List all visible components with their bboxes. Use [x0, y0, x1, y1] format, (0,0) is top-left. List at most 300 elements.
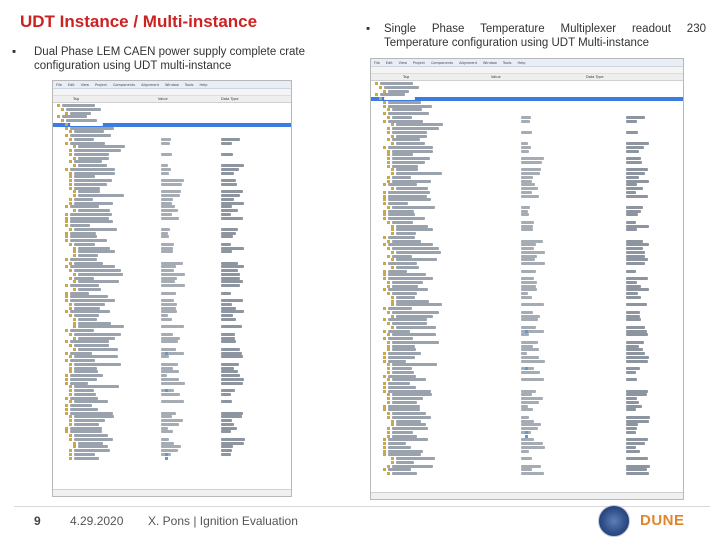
tag-name — [74, 333, 121, 336]
tag-name — [392, 311, 439, 314]
tag-value — [161, 209, 178, 212]
tag-data-type — [626, 195, 648, 198]
tag-data-type — [221, 164, 244, 167]
folder-icon — [69, 344, 72, 347]
tag-name — [70, 284, 99, 287]
tag-value — [161, 393, 180, 396]
tag-value — [161, 292, 176, 295]
tag-row[interactable] — [371, 472, 683, 476]
tag-data-type — [626, 450, 640, 453]
tag-name — [388, 405, 420, 408]
tag-data-type — [221, 202, 244, 205]
tag-value — [521, 472, 544, 475]
folder-icon — [387, 180, 390, 183]
tag-name — [74, 400, 108, 403]
tag-data-type — [626, 296, 641, 299]
folder-icon — [391, 461, 394, 464]
folder-icon — [69, 370, 72, 373]
tag-name — [392, 176, 411, 179]
folder-icon — [387, 127, 390, 130]
menu-item[interactable]: Help — [517, 60, 526, 65]
tag-name — [392, 367, 412, 370]
tag-data-type — [626, 348, 643, 351]
tag-name — [388, 120, 423, 123]
folder-icon — [65, 220, 68, 223]
tag-data-type — [626, 262, 645, 265]
folder-icon — [69, 367, 72, 370]
bullet-right-text: Single Phase Temperature Multiplexer readout 230 Temperature configuration using UDT Multi-instance — [384, 23, 706, 49]
folder-icon — [383, 442, 386, 445]
menu-item[interactable]: View — [398, 60, 407, 65]
folder-icon — [391, 135, 394, 138]
column-value: Value — [158, 97, 168, 101]
folder-icon — [69, 449, 72, 452]
tag-data-type — [626, 183, 637, 186]
tag-value — [161, 438, 169, 441]
folder-icon — [387, 363, 390, 366]
tag-value — [161, 314, 168, 317]
tag-data-type — [221, 250, 232, 253]
tag-value — [161, 427, 168, 430]
tag-data-type — [221, 382, 243, 385]
tag-data-type — [221, 307, 236, 310]
tag-name — [70, 295, 108, 298]
folder-icon — [387, 240, 390, 243]
menu-item[interactable]: Alignment — [141, 82, 160, 87]
tag-value — [521, 270, 536, 273]
tag-value — [521, 168, 541, 171]
tag-value — [161, 423, 179, 426]
folder-icon — [73, 247, 76, 250]
tag-name — [392, 465, 433, 468]
tag-value — [161, 228, 170, 231]
bullet-marker: ▪ — [12, 46, 17, 58]
tag-value — [161, 340, 178, 343]
tag-name — [74, 393, 96, 396]
folder-icon — [383, 273, 386, 276]
menu-item[interactable]: Tools — [184, 82, 194, 87]
tag-name — [78, 250, 115, 253]
folder-icon — [65, 340, 68, 343]
tag-name — [74, 175, 95, 178]
tag-name — [388, 408, 420, 411]
folder-icon — [387, 416, 390, 419]
tag-data-type — [626, 225, 649, 228]
folder-icon — [383, 408, 386, 411]
checkbox-icon — [165, 453, 168, 456]
tag-name — [70, 258, 97, 261]
tag-data-type — [626, 326, 645, 329]
tag-data-type — [626, 240, 643, 243]
folder-icon — [65, 397, 68, 400]
tag-name — [388, 90, 409, 93]
column-value: Value — [491, 75, 501, 79]
menu-item[interactable]: Components — [112, 82, 136, 87]
tag-value — [161, 307, 176, 310]
tag-name — [392, 412, 426, 415]
tag-value — [161, 247, 173, 250]
folder-icon — [57, 115, 60, 118]
tag-name — [70, 134, 111, 137]
tag-name — [74, 363, 121, 366]
tag-name — [384, 97, 415, 100]
tag-data-type — [626, 427, 637, 430]
folder-icon — [65, 408, 68, 411]
tag-data-type — [221, 348, 240, 351]
tag-value — [521, 397, 543, 400]
tag-name — [74, 344, 109, 347]
folder-icon — [383, 307, 386, 310]
tag-value — [521, 371, 540, 374]
folder-icon — [73, 273, 76, 276]
folder-icon — [73, 250, 76, 253]
tag-name — [74, 179, 112, 182]
tag-data-type — [626, 393, 647, 396]
tag-name — [70, 292, 89, 295]
tag-name — [70, 427, 102, 430]
footer-date: 4.29.2020 — [70, 514, 124, 528]
tag-name — [74, 314, 99, 317]
folder-icon — [69, 438, 72, 441]
tag-data-type — [221, 393, 231, 396]
folder-icon — [65, 213, 68, 216]
tag-data-type — [626, 285, 641, 288]
tag-name — [388, 198, 431, 201]
tag-data-type — [221, 153, 233, 156]
menu-item[interactable]: Edit — [385, 60, 393, 65]
tag-data-type — [626, 157, 641, 160]
tag-browser-header — [371, 74, 683, 81]
tag-data-type — [221, 190, 243, 193]
checkbox-icon — [165, 389, 168, 392]
tag-value — [161, 198, 173, 201]
tag-name — [392, 341, 439, 344]
tag-value — [161, 280, 175, 283]
tag-data-type — [626, 367, 640, 370]
folder-icon — [73, 348, 76, 351]
tag-value — [161, 382, 185, 385]
tag-name — [78, 280, 119, 283]
tag-name — [78, 164, 107, 167]
tag-data-type — [221, 423, 234, 426]
tag-value — [161, 213, 172, 216]
tag-name — [388, 337, 413, 340]
folder-icon — [387, 176, 390, 179]
tag-name — [70, 382, 88, 385]
tag-data-type — [626, 341, 644, 344]
tag-value — [521, 213, 529, 216]
folder-icon — [65, 404, 68, 407]
tag-data-type — [221, 438, 245, 441]
tag-value — [521, 206, 530, 209]
tag-data-type — [221, 209, 238, 212]
tag-data-type — [221, 138, 240, 141]
folder-icon — [387, 165, 390, 168]
tag-name — [74, 228, 117, 231]
tag-data-type — [221, 303, 232, 306]
folder-icon — [383, 330, 386, 333]
tag-data-type — [221, 370, 238, 373]
folder-icon — [69, 389, 72, 392]
tag-data-type — [626, 131, 638, 134]
tag-name — [70, 430, 102, 433]
tag-value — [521, 408, 533, 411]
folder-icon — [69, 262, 72, 265]
tag-name — [392, 292, 417, 295]
column-tag: Tag — [73, 97, 79, 101]
tag-value — [521, 427, 538, 430]
tag-name — [392, 378, 426, 381]
tag-data-type — [221, 247, 244, 250]
folder-icon — [391, 258, 394, 261]
menu-item[interactable]: Help — [199, 82, 208, 87]
tag-name — [70, 142, 105, 145]
folder-icon — [383, 390, 386, 393]
menu-item[interactable]: Tools — [502, 60, 512, 65]
menu-item[interactable]: Project — [94, 82, 107, 87]
tag-value — [521, 468, 532, 471]
folder-icon — [387, 247, 390, 250]
tag-name — [392, 255, 412, 258]
folder-icon — [387, 378, 390, 381]
tag-name — [388, 191, 430, 194]
tag-name — [392, 180, 431, 183]
folder-icon — [383, 210, 386, 213]
tag-value — [521, 161, 542, 164]
slide-title: UDT Instance / Multi-instance — [20, 12, 258, 31]
folder-icon — [383, 360, 386, 363]
folder-icon — [69, 179, 72, 182]
folder-icon — [383, 270, 386, 273]
tag-value — [161, 142, 170, 145]
tag-value — [521, 281, 537, 284]
menu-item[interactable]: Project — [412, 60, 425, 65]
tag-name — [388, 195, 427, 198]
tag-data-type — [626, 176, 639, 179]
bullet-right — [366, 22, 706, 50]
tag-name — [392, 322, 427, 325]
tag-data-type — [626, 210, 641, 213]
folder-icon — [391, 266, 394, 269]
tag-data-type — [626, 191, 636, 194]
tag-data-type — [221, 374, 240, 377]
folder-icon — [383, 438, 386, 441]
tag-value — [161, 348, 176, 351]
tag-name — [388, 446, 411, 449]
folder-icon — [383, 450, 386, 453]
folder-icon — [391, 187, 394, 190]
menu-item[interactable]: Window — [483, 60, 497, 65]
tag-name — [388, 453, 421, 456]
tag-name — [74, 153, 109, 156]
folder-icon — [69, 355, 72, 358]
menu-item[interactable]: View — [80, 82, 89, 87]
tag-name — [388, 307, 412, 310]
page-number: 9 — [34, 514, 41, 528]
tag-data-type — [221, 205, 232, 208]
tag-value — [521, 356, 539, 359]
checkbox-icon — [525, 435, 528, 438]
menu-item[interactable]: File — [56, 82, 62, 87]
folder-icon — [387, 348, 390, 351]
tag-value — [521, 378, 544, 381]
folder-icon — [69, 314, 72, 317]
tag-data-type — [626, 318, 641, 321]
tag-value — [161, 445, 181, 448]
tag-name — [388, 146, 433, 149]
tag-value — [521, 116, 531, 119]
tag-value — [521, 277, 534, 280]
tag-value — [161, 217, 179, 220]
tag-browser-header — [53, 96, 291, 103]
menu-item[interactable]: Components — [430, 60, 454, 65]
tag-value — [521, 333, 529, 336]
tag-value — [521, 172, 540, 175]
tag-name — [392, 333, 436, 336]
tag-name — [392, 401, 417, 404]
folder-icon — [383, 318, 386, 321]
checkbox-icon — [165, 352, 168, 355]
folder-icon — [387, 367, 390, 370]
tag-value — [161, 265, 176, 268]
folder-icon — [383, 382, 386, 385]
tag-value — [521, 457, 532, 460]
folder-icon — [69, 363, 72, 366]
tag-value — [161, 415, 172, 418]
tag-value — [521, 150, 529, 153]
tag-value — [521, 225, 533, 228]
tag-name — [388, 270, 407, 273]
tag-data-type — [626, 247, 643, 250]
tag-value — [521, 146, 531, 149]
folder-icon — [383, 120, 386, 123]
tag-name — [78, 445, 108, 448]
tag-value — [161, 168, 171, 171]
tag-name — [392, 285, 418, 288]
tag-name — [70, 217, 109, 220]
tag-value — [161, 243, 174, 246]
tag-name — [388, 318, 427, 321]
folder-icon — [387, 371, 390, 374]
folder-icon — [391, 457, 394, 460]
tag-data-type — [626, 213, 638, 216]
tag-name — [74, 303, 105, 306]
tag-name — [392, 397, 423, 400]
tag-data-type — [626, 120, 637, 123]
tag-data-type — [221, 337, 235, 340]
folder-icon — [69, 434, 72, 437]
folder-icon — [65, 134, 68, 137]
folder-icon — [387, 255, 390, 258]
tag-value — [521, 131, 532, 134]
tag-data-type — [626, 330, 647, 333]
folder-icon — [65, 217, 68, 220]
menu-item[interactable]: Edit — [67, 82, 75, 87]
folder-icon — [69, 202, 72, 205]
folder-icon — [69, 419, 72, 422]
tag-data-type — [626, 468, 647, 471]
folder-icon — [383, 405, 386, 408]
tag-name — [78, 337, 115, 340]
tag-name — [70, 220, 113, 223]
folder-icon — [69, 453, 72, 456]
tag-value — [521, 176, 533, 179]
tag-data-type — [221, 277, 240, 280]
tag-row[interactable] — [53, 457, 291, 461]
tag-name — [388, 277, 433, 280]
tag-value — [521, 221, 534, 224]
tag-data-type — [221, 292, 231, 295]
folder-icon — [383, 217, 386, 220]
tag-value — [521, 288, 537, 291]
tag-data-type — [221, 363, 239, 366]
folder-icon — [391, 142, 394, 145]
tag-name — [396, 266, 419, 269]
tag-data-type — [626, 255, 645, 258]
tag-name — [78, 247, 110, 250]
folder-icon — [69, 307, 72, 310]
tag-data-type — [221, 314, 233, 317]
tag-name — [396, 142, 425, 145]
tag-name — [396, 303, 442, 306]
folder-icon — [391, 123, 394, 126]
tag-name — [380, 82, 413, 85]
tag-value — [521, 120, 530, 123]
folder-icon — [69, 457, 72, 460]
menu-item[interactable]: Window — [165, 82, 179, 87]
tag-value — [521, 247, 534, 250]
folder-icon — [387, 161, 390, 164]
folder-icon — [69, 153, 72, 156]
tag-name — [74, 149, 121, 152]
tag-name — [74, 269, 121, 272]
tag-name — [388, 288, 428, 291]
bullet-marker: ▪ — [366, 23, 371, 35]
tag-data-type — [626, 360, 648, 363]
tag-name — [74, 307, 100, 310]
tag-value — [521, 187, 538, 190]
tool-bar — [53, 89, 291, 96]
tag-value — [521, 180, 532, 183]
folder-icon — [69, 423, 72, 426]
folder-icon — [65, 127, 68, 130]
tag-name — [74, 438, 113, 441]
status-bar — [371, 492, 683, 499]
tag-data-type — [626, 172, 645, 175]
tag-data-type — [626, 146, 644, 149]
tag-value — [521, 420, 534, 423]
tag-data-type — [626, 168, 648, 171]
folder-icon — [65, 112, 68, 115]
tag-data-type — [221, 262, 238, 265]
tag-name — [74, 262, 103, 265]
checkbox-icon — [525, 330, 528, 333]
folder-icon — [73, 209, 76, 212]
menu-item[interactable]: Alignment — [459, 60, 478, 65]
tag-data-type — [626, 352, 645, 355]
folder-icon — [387, 345, 390, 348]
menu-item[interactable]: File — [374, 60, 380, 65]
folder-icon — [383, 243, 386, 246]
tag-name — [396, 461, 414, 464]
tag-name — [70, 408, 98, 411]
tag-data-type — [626, 390, 648, 393]
tag-data-type — [221, 269, 238, 272]
folder-icon — [69, 243, 72, 246]
folder-icon — [391, 296, 394, 299]
folder-icon — [69, 172, 72, 175]
tag-value — [521, 401, 539, 404]
